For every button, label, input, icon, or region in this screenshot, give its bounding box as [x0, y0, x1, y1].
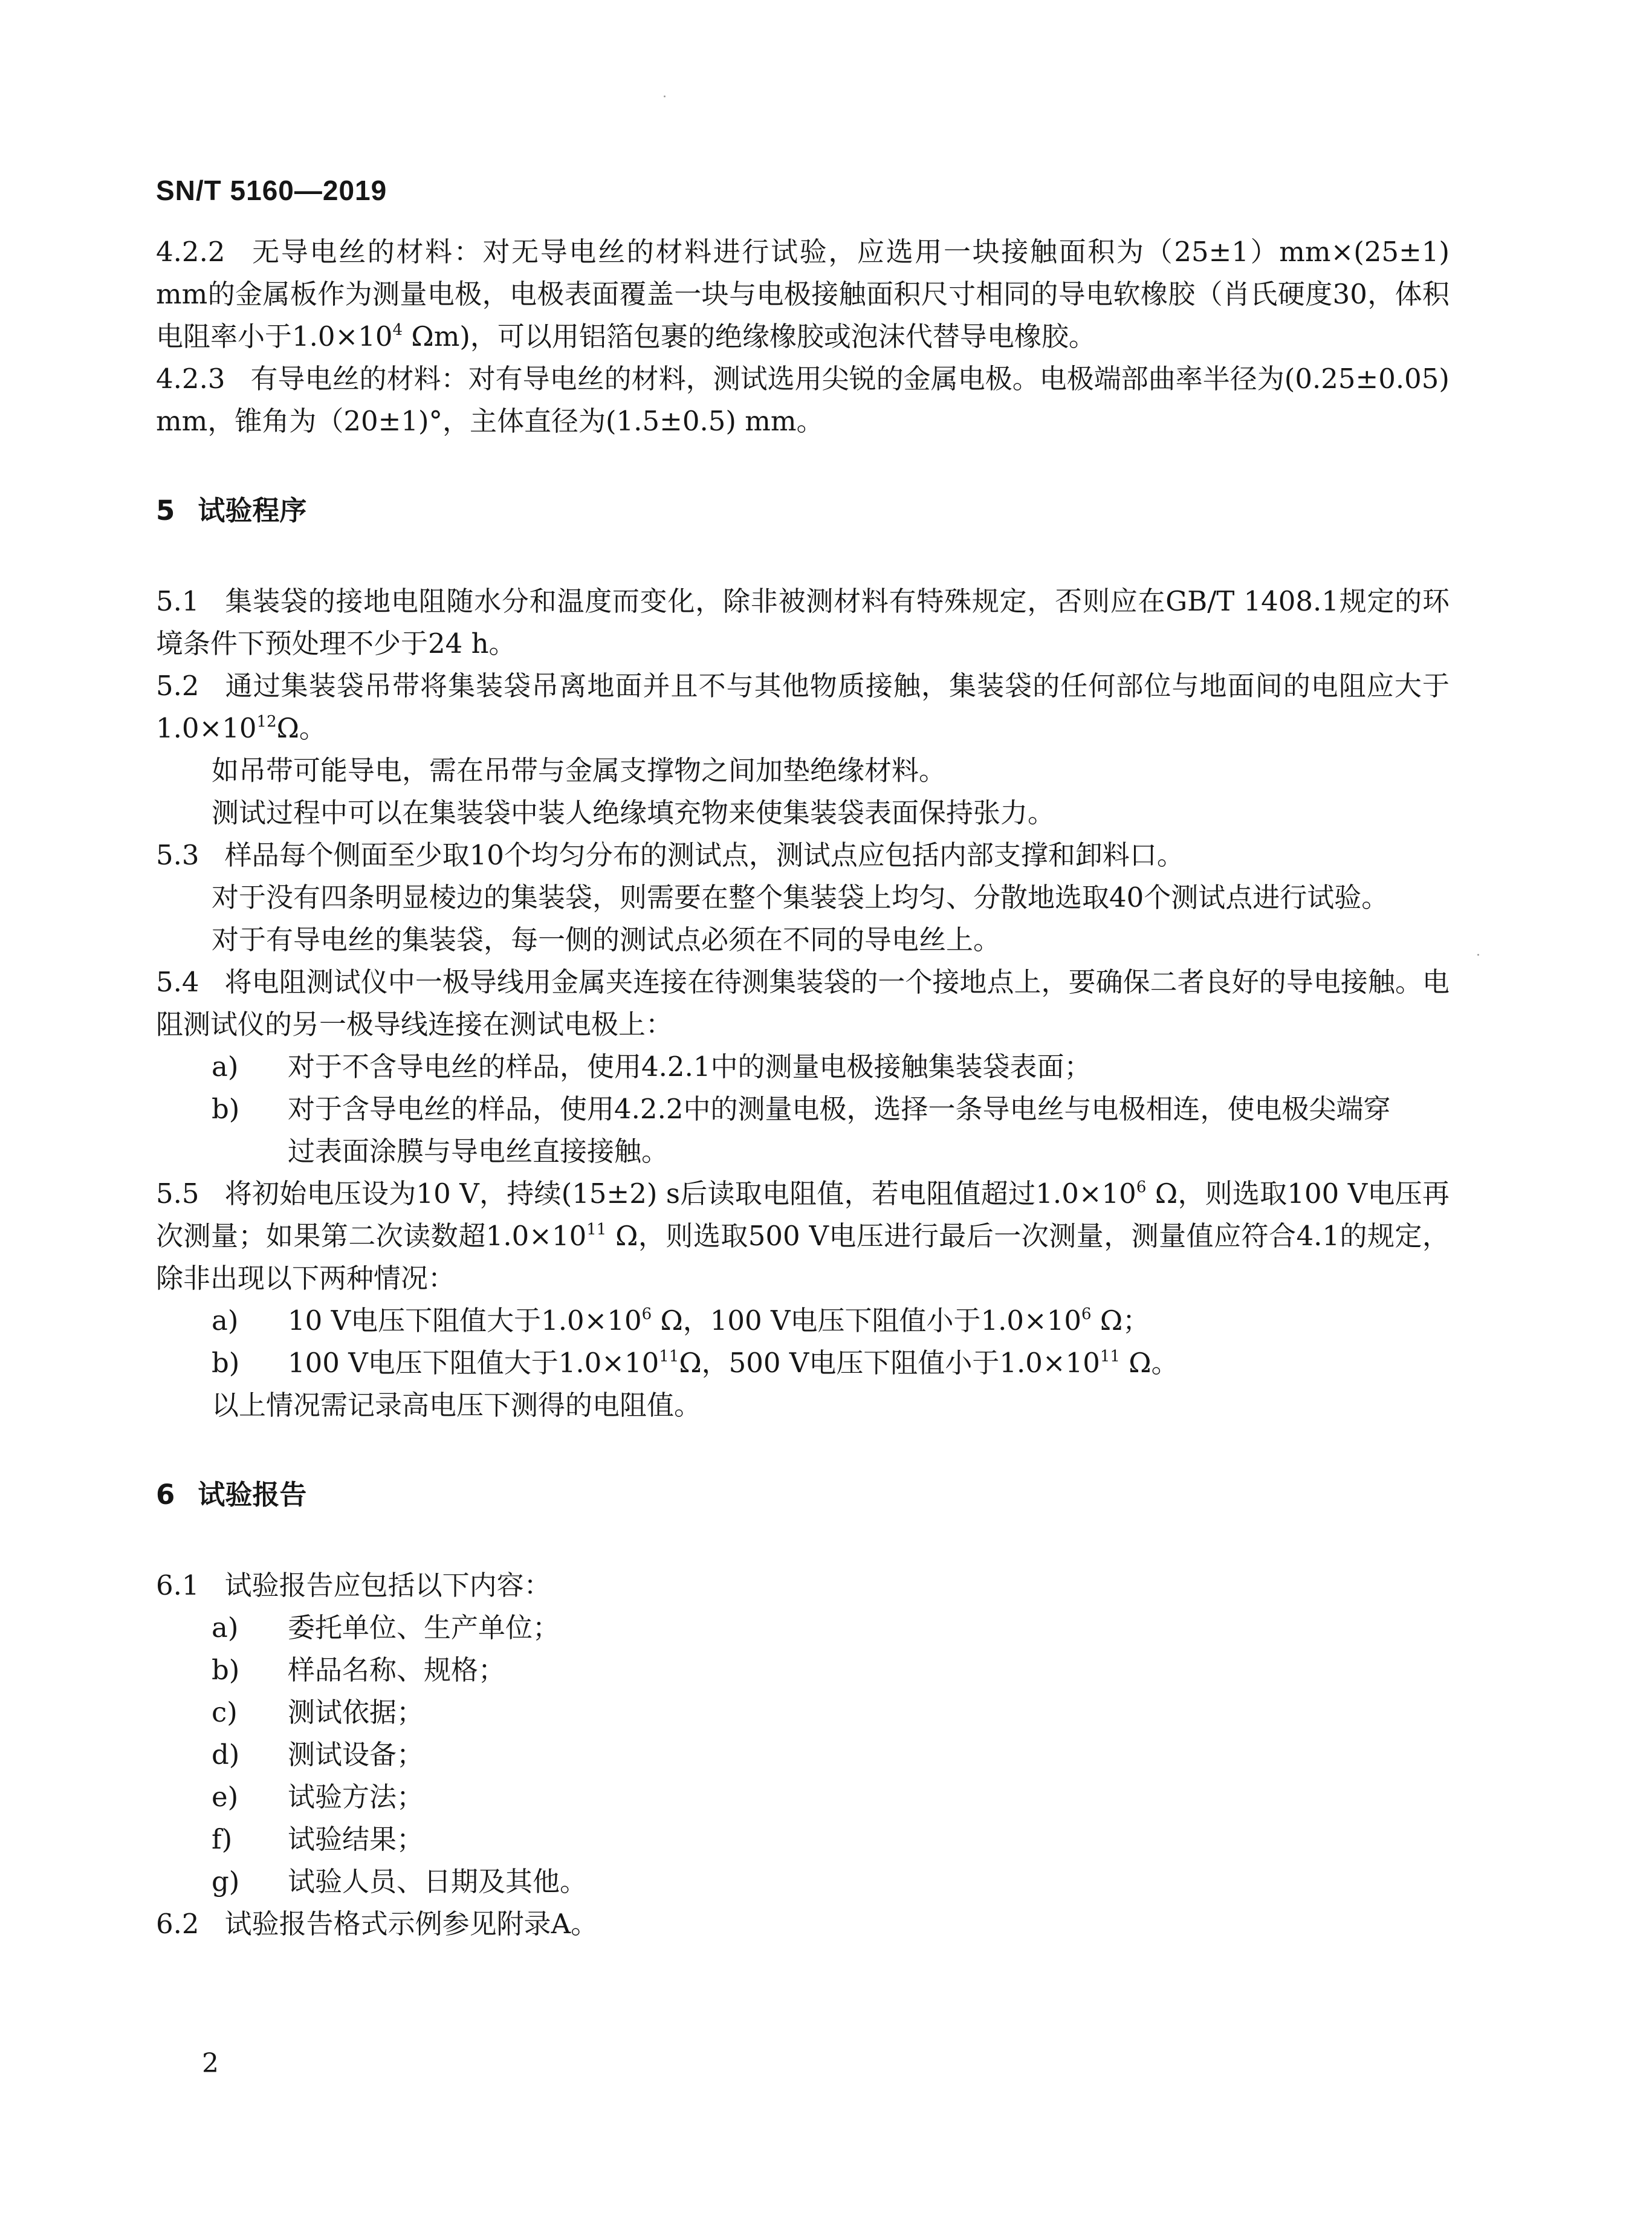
clause-note: 以上情况需记录高电压下测得的电阻值。 [212, 1389, 702, 1421]
list-label: b) [212, 1347, 240, 1379]
list-label: f) [212, 1823, 233, 1855]
list-item [156, 1776, 1450, 1818]
clause-note: 如吊带可能导电，需在吊带与金属支撑物之间加垫绝缘材料。 [212, 754, 947, 786]
list-label: a) [212, 1051, 239, 1083]
superscript: 4 [392, 321, 403, 339]
list-text: Ω，500 V电压下阻值小于1.0×10 [679, 1347, 1100, 1379]
clause-text: 将电阻测试仪中一极导线用金属夹连接在待测集装袋的一个接地点上，要确保二者良好的导电接触。电阻测试仪的另一极导线连接在测试电极上： [156, 966, 1450, 1040]
section-6-heading [156, 1474, 1450, 1516]
clause-text: Ω，则选取100 V电压再次测量；如果第二次读数超1.0×10 [156, 1178, 1450, 1252]
clause-number: 5.3 [156, 839, 199, 871]
clause-number: 5.2 [156, 670, 199, 702]
list-item [156, 1691, 1450, 1734]
list-label: a) [212, 1612, 239, 1644]
section-number: 5 [156, 494, 175, 527]
list-text: 试验结果； [288, 1823, 424, 1855]
list-text: 测试设备； [288, 1739, 424, 1771]
list-text: 试验方法； [288, 1781, 424, 1813]
superscript: 12 [256, 713, 277, 731]
list-item [156, 1088, 1450, 1130]
clause-note: 测试过程中可以在集装袋中装人绝缘填充物来使集装袋表面保持张力。 [212, 797, 1055, 829]
list-text: 对于含导电丝的样品，使用4.2.2中的测量电极，选择一条导电丝与电极相连，使电极尖端穿 [288, 1093, 1391, 1125]
superscript: 11 [659, 1347, 679, 1366]
list-text: Ω。 [1119, 1347, 1179, 1379]
list-text: Ω； [1091, 1305, 1150, 1337]
clause-text: 通过集装袋吊带将集装袋吊离地面并且不与其他物质接触，集装袋的任何部位与地面间的电阻应大于1.0×10 [156, 670, 1450, 744]
section-5-heading [156, 490, 1450, 532]
section-number: 6 [156, 1479, 175, 1511]
section-title: 试验报告 [198, 1479, 307, 1511]
clause-6-2 [156, 1903, 1450, 1945]
list-item [156, 1734, 1450, 1776]
clause-text: 将初始电压设为10 V，持续(15±2) s后读取电阻值，若电阻值超过1.0×10 [224, 1178, 1136, 1210]
clause-number: 4.2.2 [156, 236, 225, 268]
clause-5-1 [156, 580, 1450, 665]
list-label: c) [212, 1696, 238, 1728]
clause-number: 6.2 [156, 1908, 199, 1940]
list-label: d) [212, 1739, 240, 1771]
clause-text-tail: Ωm)，可以用铝箔包裹的绝缘橡胶或泡沫代替导电橡胶。 [403, 320, 1096, 352]
list-text: 100 V电压下阻值大于1.0×10 [288, 1347, 659, 1379]
clause-number: 5.4 [156, 966, 199, 998]
clause-5-4 [156, 961, 1450, 1046]
list-label: b) [212, 1093, 240, 1125]
superscript: 6 [641, 1305, 652, 1323]
clause-4-2-2 [156, 231, 1450, 358]
clause-number: 5.5 [156, 1178, 199, 1210]
clause-text: 样品每个侧面至少取10个均匀分布的测试点，测试点应包括内部支撑和卸料口。 [224, 839, 1184, 871]
list-label: a) [212, 1305, 239, 1337]
clause-text: 试验报告应包括以下内容： [224, 1569, 551, 1601]
clause-5-3 [156, 834, 1450, 877]
list-item [156, 1607, 1450, 1649]
superscript: 11 [586, 1220, 607, 1239]
scan-speck [664, 96, 666, 97]
superscript: 11 [1100, 1347, 1120, 1366]
page-number: 2 [202, 2048, 219, 2079]
clause-text: 试验报告格式示例参见附录A。 [224, 1908, 598, 1940]
clause-note: 对于有导电丝的集装袋，每一侧的测试点必须在不同的导电丝上。 [212, 924, 1001, 956]
clause-4-2-3 [156, 358, 1450, 442]
list-label: e) [212, 1781, 239, 1813]
list-item [156, 1649, 1450, 1691]
list-label: g) [212, 1865, 240, 1898]
list-text: 对于不含导电丝的样品，使用4.2.1中的测量电极接触集装袋表面； [288, 1051, 1092, 1083]
list-text: 样品名称、规格； [288, 1654, 506, 1686]
clause-text: 无导电丝的材料：对无导电丝的材料进行试验，应选用一块接触面积为（25±1）mm×(25±1) mm的金属板作为测量电极，电极表面覆盖一块与电极接触面积尺寸相同的导电软橡胶（肖氏硬度30，体积电阻率小于1.0×10 [156, 236, 1450, 352]
list-item [156, 1861, 1450, 1903]
scan-speck [1477, 954, 1479, 956]
list-text: 10 V电压下阻值大于1.0×10 [288, 1305, 642, 1337]
clause-text: 集装袋的接地电阻随水分和温度而变化，除非被测材料有特殊规定，否则应在GB/T 1408.1规定的环境条件下预处理不少于24 h。 [156, 585, 1450, 660]
list-text: 委托单位、生产单位； [288, 1612, 560, 1644]
page-content [156, 231, 1450, 1945]
list-text: 试验人员、日期及其他。 [288, 1865, 588, 1898]
clause-note: 对于没有四条明显棱边的集装袋，则需要在整个集装袋上均匀、分散地选取40个测试点进行试验。 [212, 881, 1389, 913]
clause-6-1 [156, 1564, 1450, 1607]
clause-text: 有导电丝的材料：对有导电丝的材料，测试选用尖锐的金属电极。电极端部曲率半径为(0.25±0.05) mm，锥角为（20±1)°，主体直径为(1.5±0.5) mm。 [156, 363, 1450, 437]
list-item [156, 1818, 1450, 1861]
list-item [156, 1342, 1450, 1384]
list-item-continuation: 过表面涂膜与导电丝直接接触。 [288, 1135, 669, 1167]
standard-code-header: SN/T 5160—2019 [156, 175, 387, 206]
list-item [156, 1300, 1450, 1342]
clause-5-2 [156, 665, 1450, 750]
clause-text-tail: Ω。 [276, 712, 326, 744]
section-title: 试验程序 [198, 494, 307, 527]
clause-text: Ω，则选取500 V电压进行最后一次测量，测量值应符合4.1的规定，除非出现以下两种情况： [156, 1220, 1450, 1294]
clause-number: 4.2.3 [156, 363, 225, 395]
clause-number: 5.1 [156, 585, 199, 617]
list-label: b) [212, 1654, 240, 1686]
clause-number: 6.1 [156, 1569, 199, 1601]
superscript: 6 [1136, 1178, 1147, 1196]
superscript: 6 [1081, 1305, 1092, 1323]
list-text: 测试依据； [288, 1696, 424, 1728]
list-item [156, 1046, 1450, 1088]
list-text: Ω，100 V电压下阻值小于1.0×10 [652, 1305, 1081, 1337]
clause-5-5 [156, 1173, 1450, 1300]
